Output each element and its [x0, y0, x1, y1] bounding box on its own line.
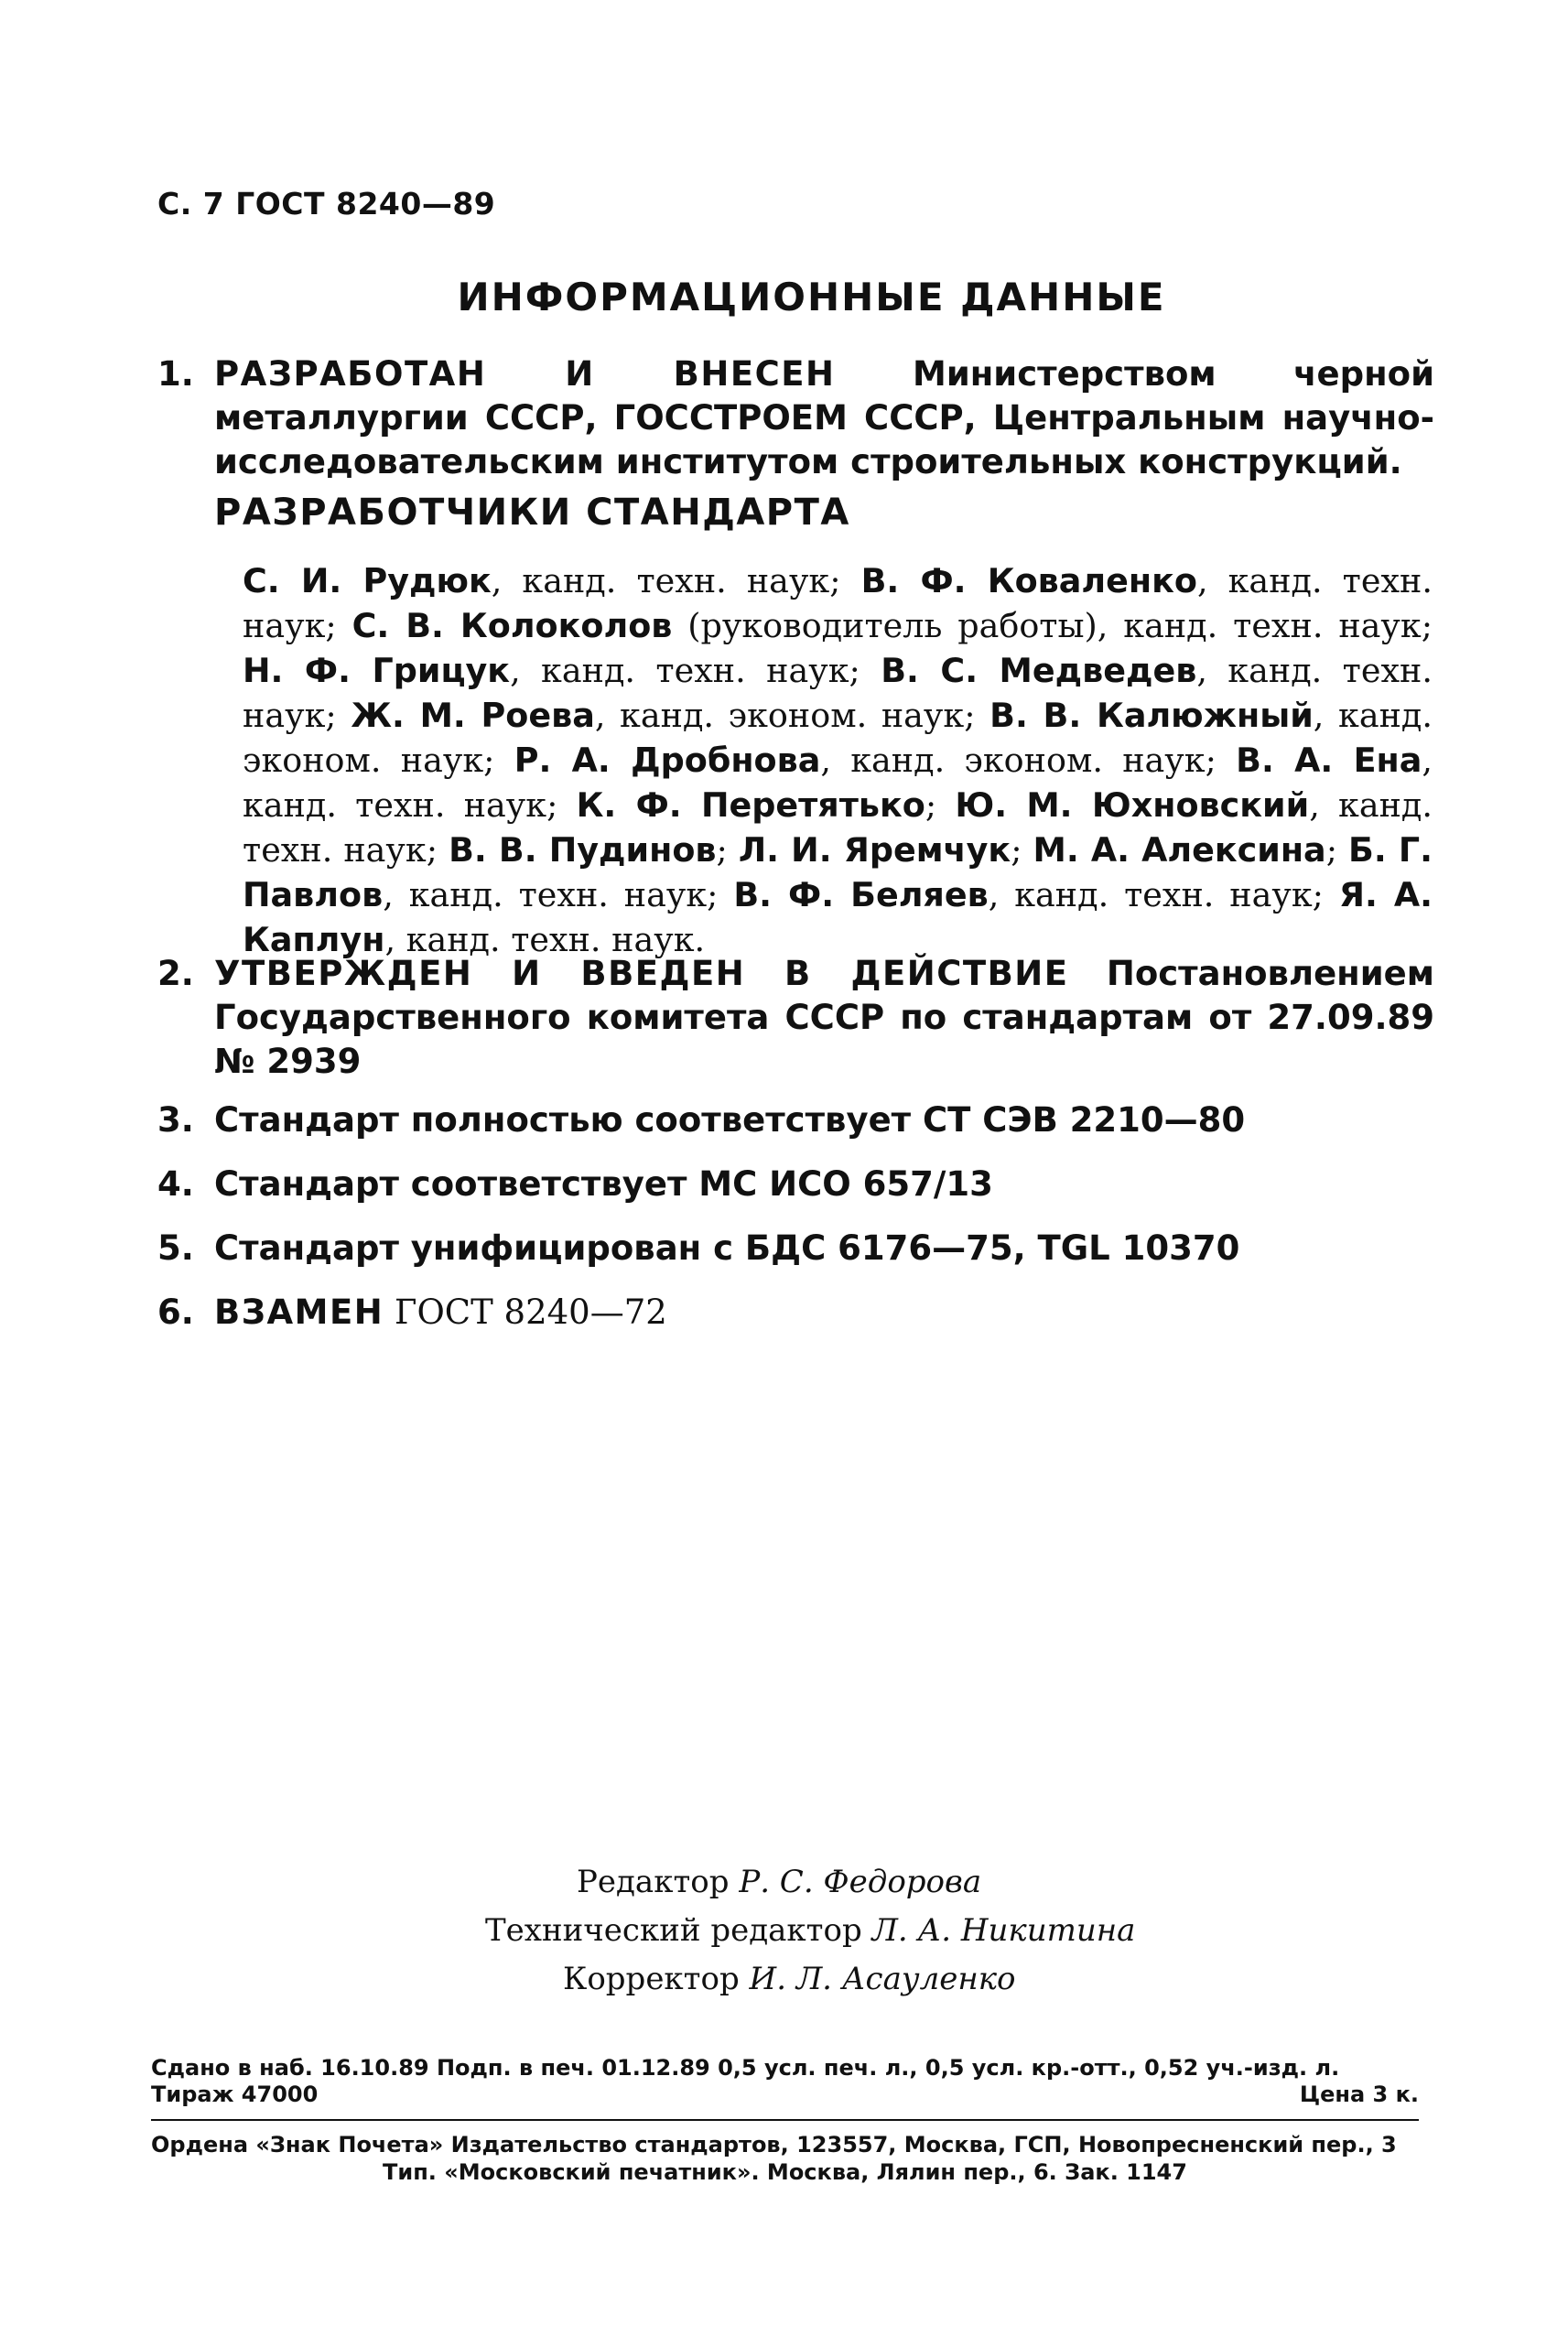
developer-name: Н. Ф. Грицук [243, 651, 511, 690]
developer-title: (руководитель работы), канд. техн. наук; [672, 606, 1433, 645]
imprint-line4: Тип. «Московский печатник». Москва, Лялин пер., 6. Зак. 1147 [383, 2159, 1187, 2185]
editor-role: Технический редактор [485, 1912, 862, 1949]
tech-editor-line [430, 1907, 1162, 1955]
developer-title: , канд. техн. наук; [243, 651, 1433, 735]
developer-name: В. А. Ена [1236, 741, 1422, 780]
item-text: Постановлением Государственного комитета СССР по стандартам от 27.09.89 № 2939 [214, 954, 1434, 1081]
item-lead: ВЗАМЕН [214, 1292, 384, 1332]
developer-name: С. И. Рудюк [243, 561, 492, 600]
imprint-row [151, 2081, 1419, 2108]
imprint-bottom [151, 2131, 1419, 2186]
developer-title: , канд. техн. наук; [491, 561, 861, 600]
developer-name: М. А. Алексина [1033, 830, 1326, 870]
item-body [214, 352, 1434, 484]
page-header: С. 7 ГОСТ 8240—89 [157, 186, 496, 222]
developer-name: Ж. М. Роева [351, 696, 595, 735]
item-lead: УТВЕРЖДЕН И ВВЕДЕН В ДЕЙСТВИЕ [214, 954, 1069, 993]
developer-name: К. Ф. Перетятько [576, 785, 925, 825]
developer-title: , канд. техн. наук; [243, 741, 1433, 825]
section-title: ИНФОРМАЦИОННЫЕ ДАННЫЕ [457, 275, 1166, 319]
corrector-line [430, 1955, 1162, 2004]
item-lead: РАЗРАБОТАН И ВНЕСЕН [214, 354, 836, 394]
developer-name: Ю. М. Юхновский [955, 785, 1310, 825]
developer-name: В. Ф. Беляев [733, 875, 989, 914]
item-text: Стандарт соответствует МС ИСО 657/13 [214, 1164, 993, 1204]
developer-title: , канд. техн. наук; [243, 785, 1433, 870]
developer-name: Б. Г. Павлов [243, 830, 1433, 914]
developer-title: , канд. эконом. наук; [820, 741, 1237, 780]
item-number: 4. [157, 1164, 194, 1204]
developer-name: В. С. Медведев [881, 651, 1197, 690]
item-number: 1. [157, 354, 194, 394]
item-number: 3. [157, 1100, 194, 1140]
info-item-3 [157, 1098, 1434, 1142]
item-body [214, 1291, 1434, 1335]
item-text: Министерством черной металлургии СССР, ГОССТРОЕМ СССР, Центральным научно-исследовательским институтом строительных конструкций. [214, 354, 1434, 481]
developer-title: , канд. эконом. наук; [594, 696, 990, 735]
developer-title: , канд. техн. наук; [510, 651, 881, 690]
developers-heading: РАЗРАБОТЧИКИ СТАНДАРТА [214, 492, 850, 534]
imprint-top [151, 2055, 1419, 2108]
developer-name: С. В. Колоколов [351, 606, 673, 645]
developer-title: , канд. техн. наук; [988, 875, 1339, 914]
tirazh: Тираж 47000 [151, 2082, 319, 2107]
developer-name: Л. И. Яремчук [738, 830, 1011, 870]
developer-title: ; [1325, 830, 1349, 870]
developer-title: , канд. техн. наук. [384, 920, 706, 959]
developer-title: , канд. техн. наук; [243, 561, 1433, 645]
item-number: 2. [157, 954, 194, 993]
imprint-line3: Ордена «Знак Почета» Издательство стандартов, 123557, Москва, ГСП, Новопресненский пер., 3 [151, 2132, 1397, 2157]
info-item-4 [157, 1162, 1434, 1206]
price: Цена 3 к. [1299, 2082, 1419, 2107]
item-number: 6. [157, 1292, 194, 1332]
editor-line [430, 1858, 1162, 1907]
imprint-divider [151, 2119, 1419, 2121]
item-text: Стандарт унифицирован с БДС 6176—75, TGL 10370 [214, 1228, 1240, 1268]
developer-title: , канд. техн. наук; [383, 875, 734, 914]
developer-name: В. В. Пудинов [449, 830, 717, 870]
editor-name: Р. С. Федорова [739, 1864, 982, 1900]
item-text: Стандарт полностью соответствует СТ СЭВ 2210—80 [214, 1100, 1246, 1140]
editor-role: Редактор [577, 1864, 730, 1900]
editor-name: Л. А. Никитина [871, 1912, 1136, 1949]
developer-name: В. В. Калюжный [989, 696, 1314, 735]
info-item-1 [157, 352, 1434, 484]
item-text: ГОСТ 8240—72 [384, 1292, 667, 1332]
developer-title: ; [716, 830, 739, 870]
developer-name: Я. А. Каплун [243, 875, 1433, 959]
developer-name: В. Ф. Коваленко [860, 561, 1197, 600]
imprint-line1: Сдано в наб. 16.10.89 Подп. в печ. 01.12.89 0,5 усл. печ. л., 0,5 усл. кр.-отт., 0,52 уч.-изд. л. [151, 2055, 1340, 2081]
info-item-5 [157, 1227, 1434, 1271]
developer-title: , канд. эконом. наук; [243, 696, 1433, 780]
developer-title: ; [925, 785, 956, 825]
item-body [214, 952, 1434, 1084]
developers-list [243, 558, 1433, 962]
developer-name: Р. А. Дробнова [514, 741, 821, 780]
editor-name: И. Л. Асауленко [749, 1961, 1016, 1997]
info-item-2 [157, 952, 1434, 1084]
developer-title: ; [1011, 830, 1033, 870]
item-number: 5. [157, 1228, 194, 1268]
info-item-6 [157, 1291, 1434, 1335]
editors-block [430, 1858, 1162, 2004]
editor-role: Корректор [563, 1961, 740, 1997]
